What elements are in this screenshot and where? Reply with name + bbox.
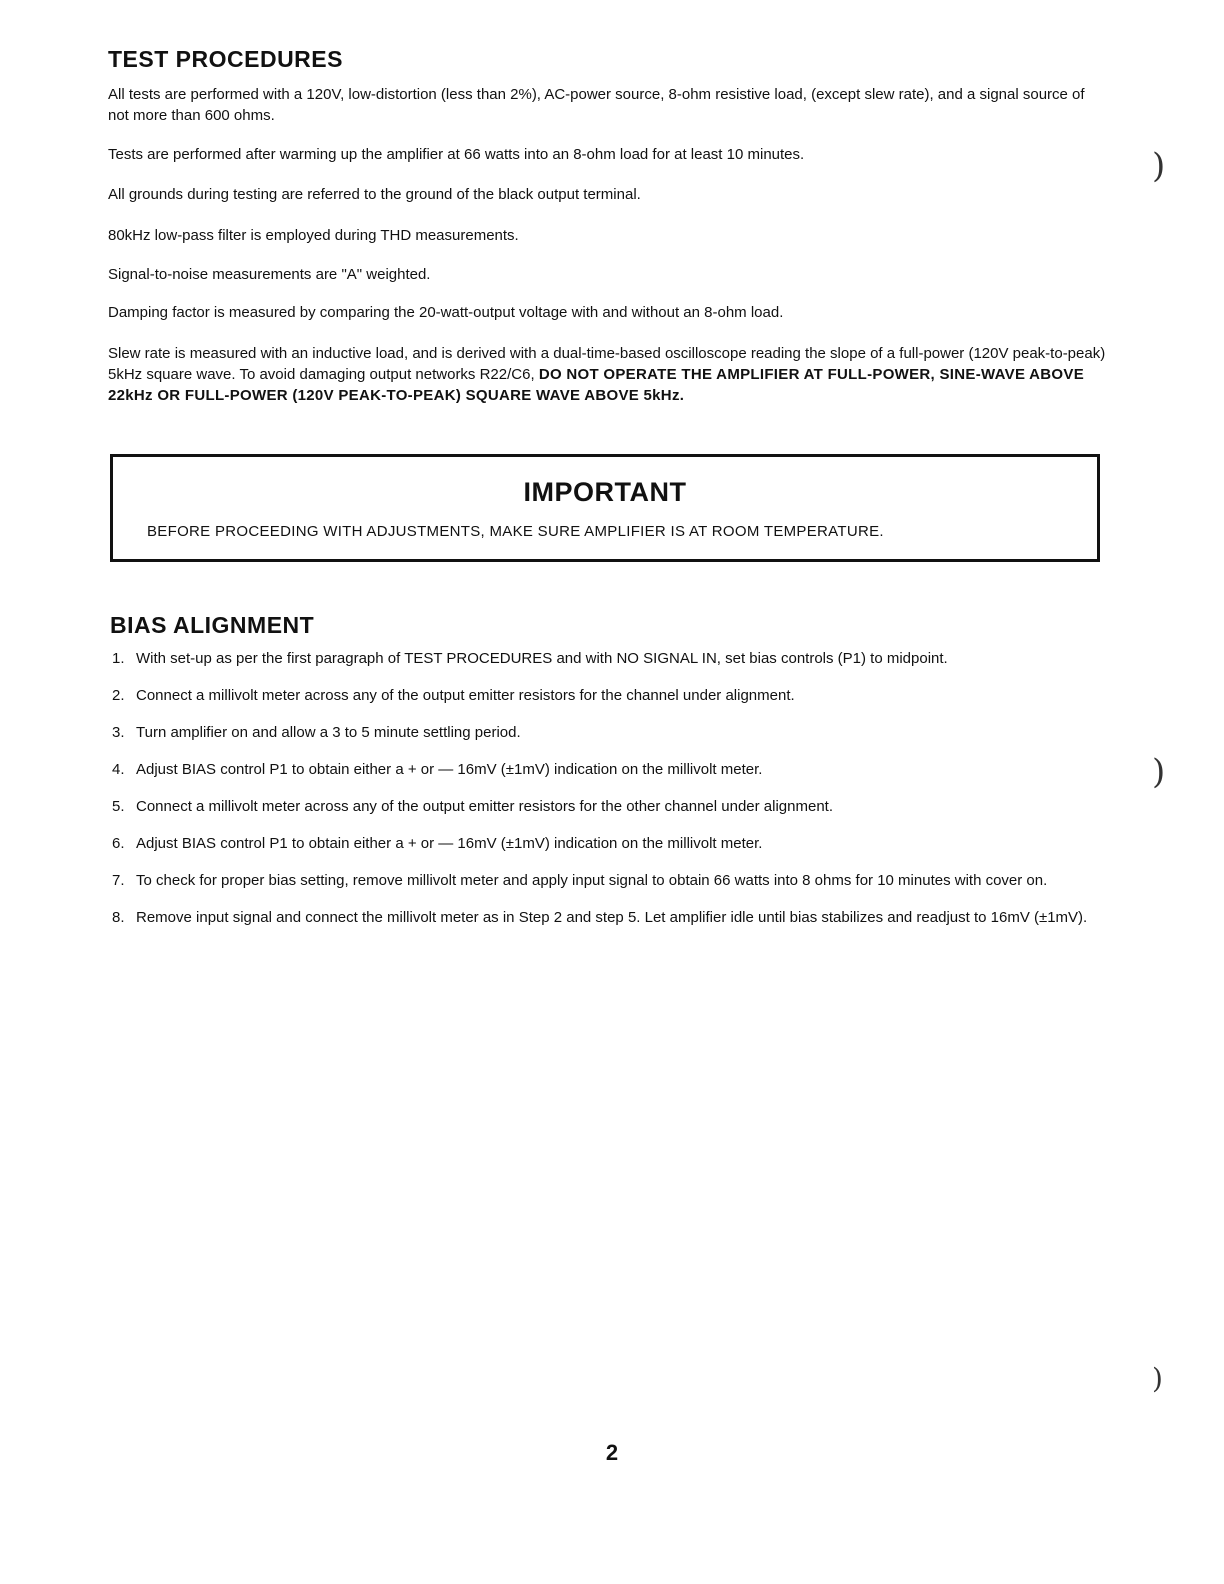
test-paragraph-6: Damping factor is measured by comparing the 20-watt-output voltage with and without an 8-ohm load. xyxy=(108,304,784,321)
list-item: 8. Remove input signal and connect the millivolt meter as in Step 2 and step 5. Let amplifier idle until bias stabilizes and readjust to 16mV (±1mV). xyxy=(112,909,1088,926)
binder-hole-mark-icon: ) xyxy=(1152,1362,1163,1395)
page-number: 2 xyxy=(605,1440,619,1465)
list-item: 2. Connect a millivolt meter across any of the output emitter resistors for the channel under alignment. xyxy=(112,687,795,704)
important-title: IMPORTANT xyxy=(523,477,687,507)
important-text: BEFORE PROCEEDING WITH ADJUSTMENTS, MAKE SURE AMPLIFIER IS AT ROOM TEMPERATURE. xyxy=(147,523,884,540)
list-item: 3. Turn amplifier on and allow a 3 to 5 minute settling period. xyxy=(112,724,521,741)
slew-rate-paragraph xyxy=(108,343,1108,406)
slew-rate-warning: DO NOT OPERATE THE AMPLIFIER AT FULL-POWER, SINE-WAVE ABOVE 22kHz OR FULL-POWER (120V PEAK-TO-PEAK) SQUARE WAVE ABOVE 5kHz. xyxy=(108,366,1085,404)
test-paragraph-4: 80kHz low-pass filter is employed during THD measurements. xyxy=(108,227,519,244)
list-item: 4. Adjust BIAS control P1 to obtain either a + or — 16mV (±1mV) indication on the millivolt meter. xyxy=(112,761,763,778)
binder-hole-mark-icon: ) xyxy=(1152,146,1166,186)
slew-rate-text: Slew rate is measured with an inductive load, and is derived with a dual-time-based oscilloscope reading the slope of a full-power (120V peak-to-peak) 5kHz square wave. To avoid damaging output networks R22/C6, xyxy=(108,345,1106,383)
list-item: 7. To check for proper bias setting, remove millivolt meter and apply input signal to obtain 66 watts into 8 ohms for 10 minutes with cover on. xyxy=(112,872,1048,889)
list-item: 6. Adjust BIAS control P1 to obtain either a + or — 16mV (±1mV) indication on the millivolt meter. xyxy=(112,835,763,852)
list-item: 1. With set-up as per the first paragraph of TEST PROCEDURES and with NO SIGNAL IN, set bias controls (P1) to midpoint. xyxy=(112,650,948,667)
test-paragraph-3: All grounds during testing are referred to the ground of the black output terminal. xyxy=(108,186,641,203)
test-procedures-heading: TEST PROCEDURES xyxy=(108,46,343,72)
bias-steps-list xyxy=(108,648,1108,944)
important-notice-box xyxy=(110,454,1100,562)
test-paragraph-5: Signal-to-noise measurements are "A" weighted. xyxy=(108,266,431,283)
bias-alignment-heading: BIAS ALIGNMENT xyxy=(110,612,315,638)
binder-hole-mark-icon: ) xyxy=(1152,752,1166,792)
test-paragraph-1: All tests are performed with a 120V, low-distortion (less than 2%), AC-power source, 8-ohm resistive load, (except slew rate), and a signal source of not more than 600 ohms. xyxy=(108,86,1085,124)
test-paragraph-2: Tests are performed after warming up the amplifier at 66 watts into an 8-ohm load for at least 10 minutes. xyxy=(108,146,805,163)
list-item: 5. Connect a millivolt meter across any of the output emitter resistors for the other channel under alignment. xyxy=(112,798,834,815)
